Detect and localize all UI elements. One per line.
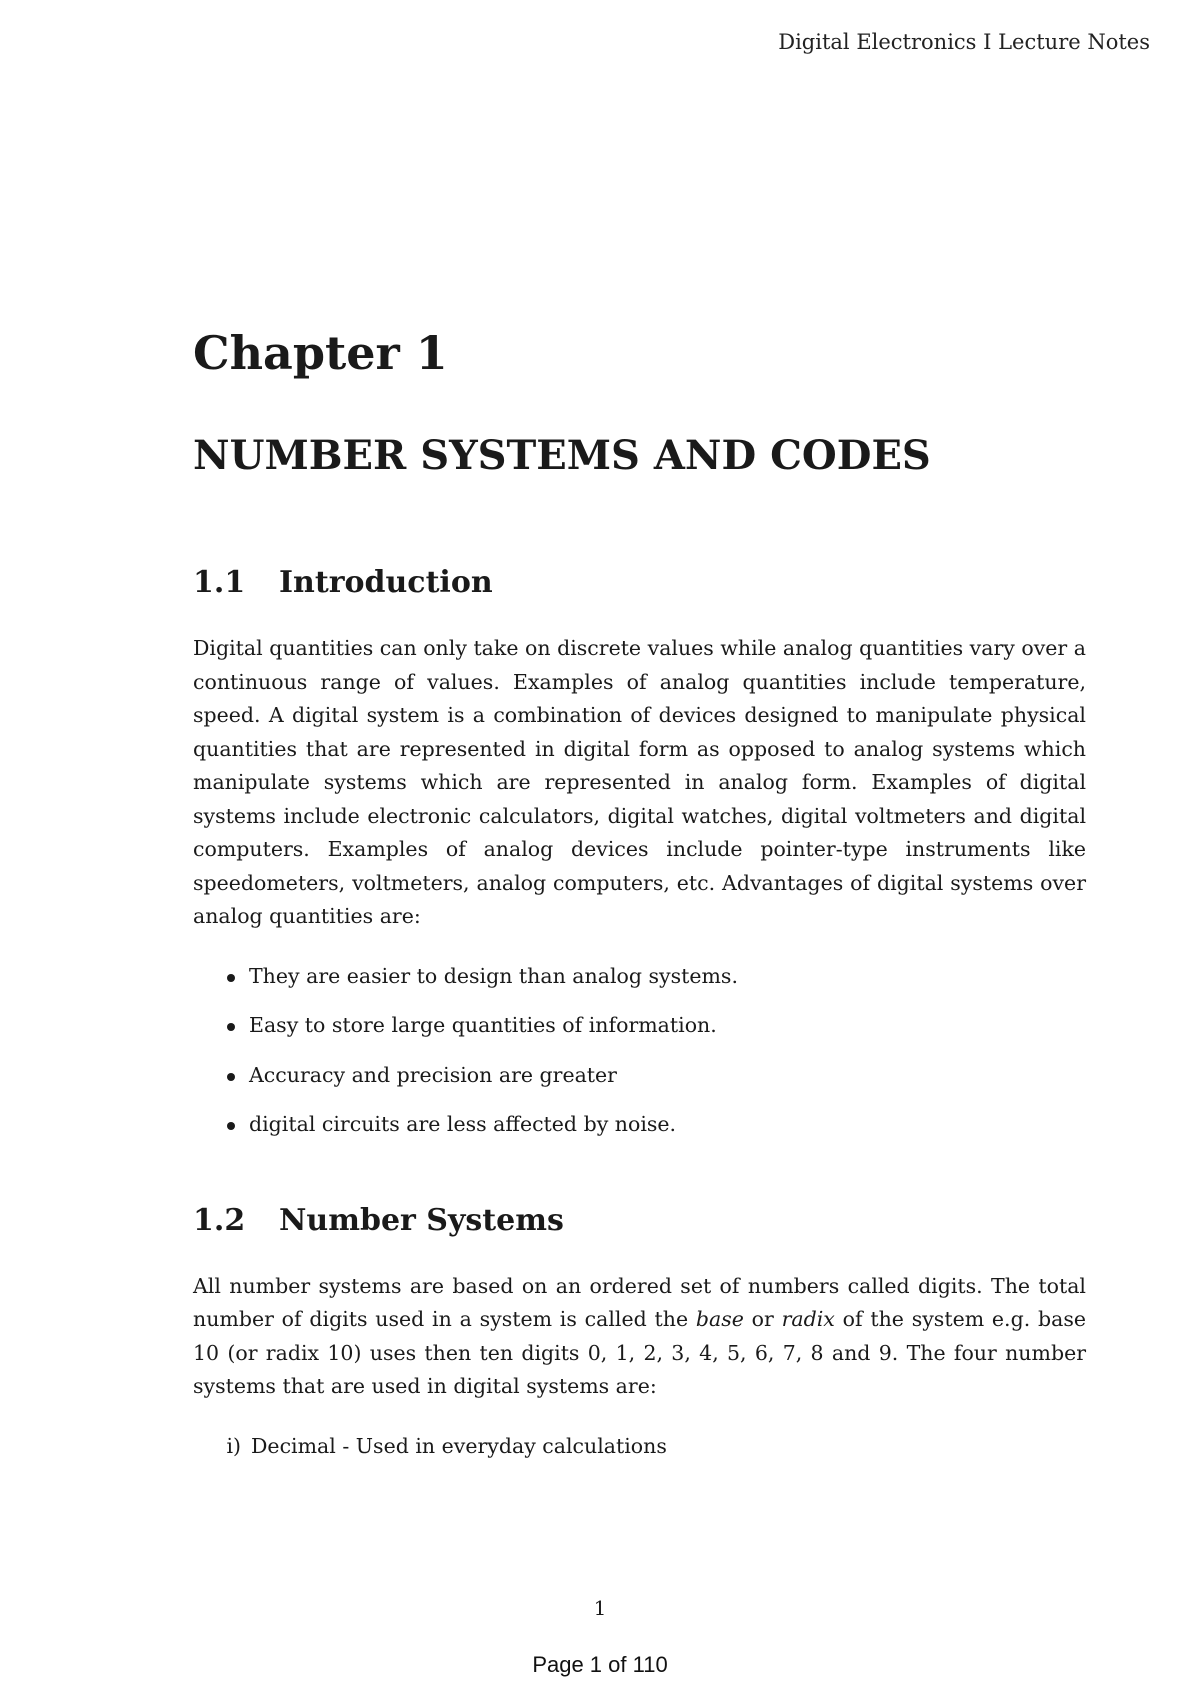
chapter-label: Chapter 1 (193, 326, 448, 380)
introduction-paragraph: Digital quantities can only take on discrete values while analog quantities vary over a continuous range of values. Examples of analog quantities include temperature, speed. A digital system is a combination of devices designed to manipulate physical quantities that are represented in digital form as opposed to analog systems which manipulate systems which are represented in analog form. Examples of digital systems include electronic calculators, digital watches, digital voltmeters and digital computers. Examples of analog devices include pointer-type instruments like speedometers, voltmeters, analog computers, etc. Advantages of digital systems over analog quantities are: (193, 636, 1086, 928)
advantages-list (227, 960, 1086, 1142)
section-heading-introduction (193, 565, 1086, 600)
paragraph-text: of the system e.g. base 10 (or radix 10) uses then ten digits 0, 1, 2, 3, 4, 5, 6, 7, 8 and 9. The four number systems that are used in digital systems are: (193, 1307, 1086, 1398)
bullet-icon (227, 974, 235, 982)
emphasis-base: base (695, 1307, 744, 1331)
list-item-text: They are easier to design than analog systems. (249, 963, 738, 988)
page-content (193, 326, 1086, 1463)
list-item (193, 1430, 1086, 1464)
list-item-text: Accuracy and precision are greater (249, 1062, 617, 1087)
page-number: 1 (593, 1596, 607, 1620)
paragraph-text: or (743, 1307, 782, 1331)
list-item (227, 1009, 1086, 1043)
section-title: Introduction (279, 565, 493, 600)
list-item (227, 960, 1086, 994)
list-item-text: Decimal - Used in everyday calculations (251, 1433, 667, 1458)
chapter-title: NUMBER SYSTEMS AND CODES (193, 432, 931, 479)
section-number: 1.1 (193, 565, 246, 600)
bullet-icon (227, 1023, 235, 1031)
list-item-text: Easy to store large quantities of information. (249, 1013, 717, 1037)
section-heading-number-systems (193, 1202, 1086, 1238)
list-item (227, 1108, 1086, 1142)
number-systems-paragraph (193, 1270, 1086, 1404)
section-number: 1.2 (193, 1202, 246, 1238)
list-item-text: digital circuits are less affected by noise. (249, 1112, 677, 1136)
number-systems-list (193, 1430, 1086, 1464)
list-item (227, 1059, 1086, 1093)
section-title: Number Systems (279, 1202, 564, 1238)
running-header: Digital Electronics I Lecture Notes (778, 30, 1150, 54)
viewer-page-indicator: Page 1 of 110 (532, 1652, 668, 1677)
paragraph-text: All number systems are based on an ordered set of numbers called digits. The total number of digits used in a system is called the (193, 1273, 1086, 1331)
bullet-icon (227, 1122, 235, 1130)
bullet-icon (227, 1073, 235, 1081)
emphasis-radix: radix (781, 1307, 835, 1331)
list-marker: i) (226, 1433, 241, 1458)
